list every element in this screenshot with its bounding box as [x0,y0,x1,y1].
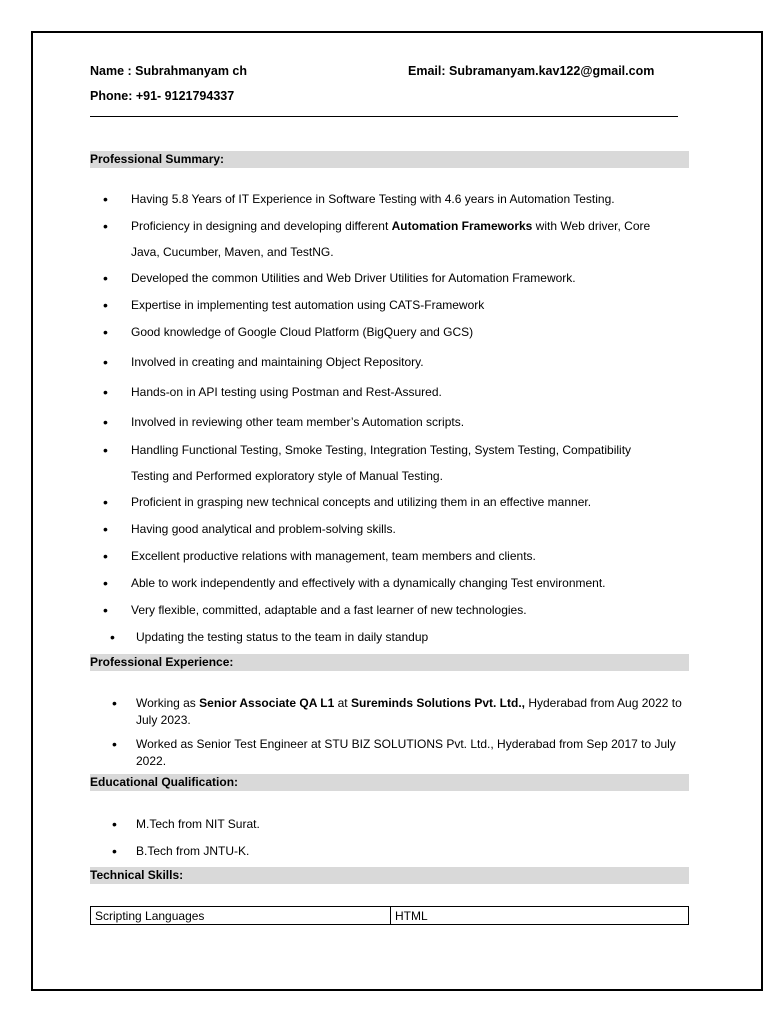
bullet-icon: • [103,384,108,400]
candidate-name: Name : Subrahmanyam ch [90,64,247,78]
header-divider [90,116,678,117]
table-row [91,907,689,925]
candidate-email: Email: Subramanyam.kav122@gmail.com [408,64,655,78]
candidate-phone: Phone: +91- 9121794337 [90,89,235,103]
bullet-icon: • [103,494,108,510]
section-education: Educational Qualification: [90,774,689,791]
bullet-icon: • [112,736,117,752]
bullet-icon: • [103,602,108,618]
bullet-icon: • [103,297,108,313]
bullet-icon: • [103,218,108,234]
bullet-icon: • [103,575,108,591]
bullet-icon: • [112,816,117,832]
skills-table [90,906,689,925]
section-professional-summary: Professional Summary: [90,151,689,168]
bullet-icon: • [103,324,108,340]
bullet-icon: • [103,548,108,564]
skill-label: Scripting Languages [91,907,391,925]
skill-value: HTML [391,907,689,925]
bullet-icon: • [103,442,108,458]
section-technical-skills: Technical Skills: [90,867,689,884]
bullet-icon: • [112,843,117,859]
bullet-icon: • [103,521,108,537]
bullet-icon: • [103,414,108,430]
bullet-icon: • [103,354,108,370]
bullet-icon: • [112,695,117,711]
bullet-icon: • [103,191,108,207]
bullet-icon: • [103,270,108,286]
bullet-icon: • [110,629,115,645]
section-professional-experience: Professional Experience: [90,654,689,671]
